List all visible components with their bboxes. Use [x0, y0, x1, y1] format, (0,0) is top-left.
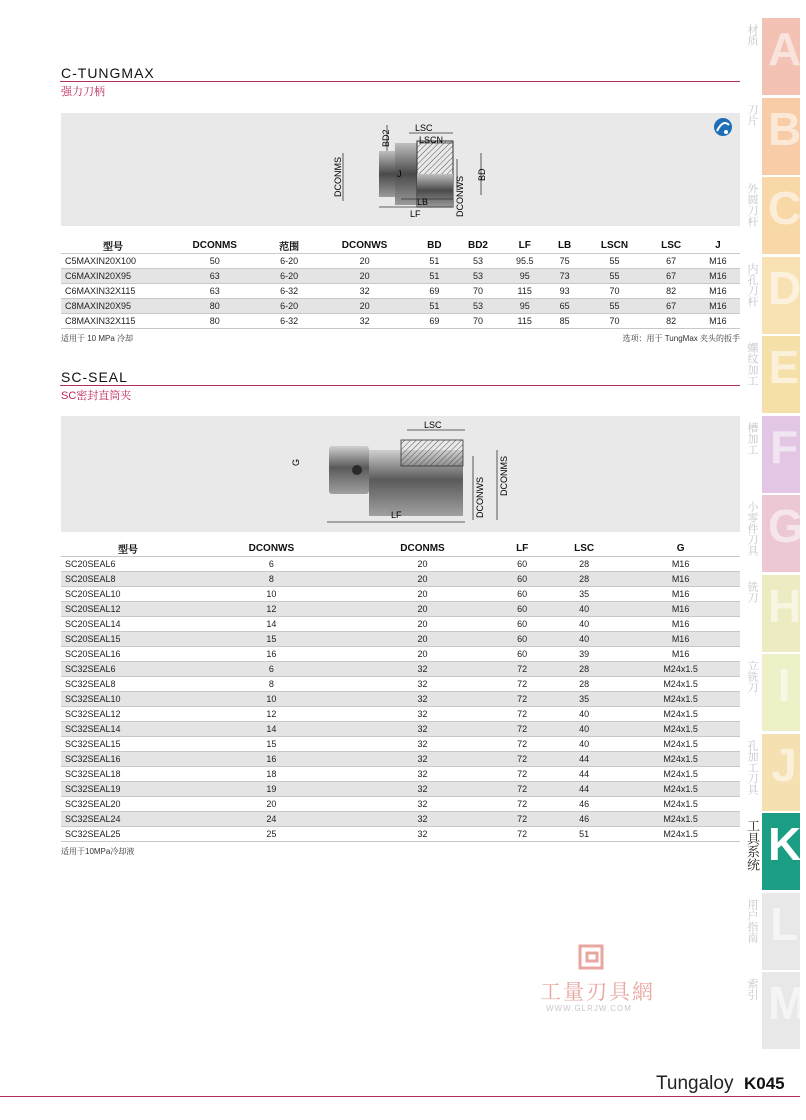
value-cell: 80	[165, 314, 264, 329]
value-cell: 82	[647, 284, 696, 299]
sidebar-tab-i[interactable]	[746, 654, 800, 731]
value-cell: 46	[547, 797, 621, 812]
value-cell: 20	[195, 797, 348, 812]
model-cell: SC32SEAL10	[61, 692, 195, 707]
value-cell: M24x1.5	[621, 737, 740, 752]
model-cell: SC20SEAL12	[61, 602, 195, 617]
model-cell: SC32SEAL18	[61, 767, 195, 782]
value-cell: 72	[497, 662, 547, 677]
value-cell: 53	[453, 269, 502, 284]
dim-lsc: LSC	[415, 123, 433, 133]
column-header: DCONMS	[400, 543, 445, 554]
value-cell: 40	[547, 737, 621, 752]
value-cell: 67	[647, 254, 696, 269]
model-cell: C8MAXIN32X115	[61, 314, 165, 329]
sidebar-tab-d[interactable]	[746, 257, 802, 334]
value-cell: 32	[348, 767, 497, 782]
column-header: DCONWS	[248, 543, 295, 554]
value-cell: 12	[195, 707, 348, 722]
value-cell: M16	[696, 269, 740, 284]
model-cell: SC20SEAL15	[61, 632, 195, 647]
value-cell: 72	[497, 722, 547, 737]
value-cell: 53	[453, 254, 502, 269]
section1-title: C-TUNGMAX	[61, 65, 155, 81]
brand-name: Tungaloy	[656, 1073, 734, 1094]
value-cell: 18	[195, 767, 348, 782]
value-cell: M16	[696, 284, 740, 299]
dim-lscn: LSCN	[419, 135, 444, 145]
table-row	[61, 284, 740, 299]
value-cell: M16	[621, 647, 740, 662]
value-cell: 55	[582, 269, 646, 284]
value-cell: 72	[497, 767, 547, 782]
model-cell: SC20SEAL16	[61, 647, 195, 662]
value-cell: 72	[497, 797, 547, 812]
table-row	[61, 557, 740, 572]
value-cell: M24x1.5	[621, 812, 740, 827]
value-cell: 20	[348, 602, 497, 617]
value-cell: 70	[453, 284, 502, 299]
dim-j: J	[397, 169, 402, 179]
value-cell: 28	[547, 572, 621, 587]
dim-bd2: BD2	[381, 129, 391, 147]
model-cell: SC32SEAL25	[61, 827, 195, 842]
value-cell: 14	[195, 617, 348, 632]
value-cell: 72	[497, 737, 547, 752]
model-cell: C6MAXIN32X115	[61, 284, 165, 299]
value-cell: 55	[582, 254, 646, 269]
value-cell: 50	[165, 254, 264, 269]
section2-note-left: 适用于10MPa冷却液	[61, 847, 135, 856]
section1-note-left: 适用于 10 MPa 冷却	[61, 334, 134, 343]
value-cell: 16	[195, 752, 348, 767]
table-header-row	[61, 238, 740, 254]
column-header: BD2	[467, 240, 488, 251]
value-cell: 32	[348, 677, 497, 692]
sidebar-tab-label: 螺纹加工	[746, 342, 758, 386]
value-cell: 20	[348, 632, 497, 647]
sidebar-tab-b[interactable]	[746, 98, 802, 175]
value-cell: 72	[497, 752, 547, 767]
sidebar-tab-letter: G	[768, 500, 804, 552]
column-header: LF	[518, 240, 531, 251]
table-row	[61, 767, 740, 782]
value-cell: 44	[547, 752, 621, 767]
value-cell: 32	[348, 812, 497, 827]
value-cell: M24x1.5	[621, 722, 740, 737]
value-cell: 95.5	[503, 254, 547, 269]
value-cell: 6-32	[264, 314, 313, 329]
section2-subtitle: SC密封直筒夹	[61, 390, 132, 402]
table-row	[61, 299, 740, 314]
value-cell: 72	[497, 827, 547, 842]
model-cell: SC32SEAL20	[61, 797, 195, 812]
column-header: LSC	[661, 240, 682, 251]
value-cell: M16	[621, 572, 740, 587]
table-row	[61, 662, 740, 677]
sidebar-tab-letter: L	[769, 897, 799, 950]
collet-section	[401, 440, 463, 466]
value-cell: 40	[547, 602, 621, 617]
column-header: 型号	[118, 545, 138, 556]
sidebar-tab-letter: B	[768, 102, 802, 155]
value-cell: M16	[696, 254, 740, 269]
scseal-drawing	[61, 416, 740, 532]
value-cell: 60	[497, 617, 547, 632]
value-cell: 70	[582, 284, 646, 299]
value-cell: M24x1.5	[621, 827, 740, 842]
column-header: BD	[427, 240, 442, 251]
value-cell: 32	[314, 314, 416, 329]
sidebar-tab-letter: M	[768, 977, 806, 1029]
value-cell: 32	[314, 284, 416, 299]
value-cell: 70	[582, 314, 646, 329]
value-cell: 93	[547, 284, 583, 299]
value-cell: 115	[503, 284, 547, 299]
value-cell: M24x1.5	[621, 782, 740, 797]
value-cell: 72	[497, 782, 547, 797]
value-cell: 72	[497, 812, 547, 827]
watermark-text: 工量刃具網	[540, 980, 655, 1004]
value-cell: 6-32	[264, 284, 313, 299]
sidebar-tab-h[interactable]	[746, 575, 802, 652]
sidebar-tab-k[interactable]	[745, 813, 802, 890]
value-cell: 60	[497, 647, 547, 662]
value-cell: M24x1.5	[621, 752, 740, 767]
table-row	[61, 617, 740, 632]
sidebar-tab-label: 工具系统	[745, 819, 760, 871]
value-cell: 82	[647, 314, 696, 329]
value-cell: 20	[314, 269, 416, 284]
value-cell: M24x1.5	[621, 662, 740, 677]
value-cell: 32	[348, 692, 497, 707]
value-cell: 35	[547, 692, 621, 707]
table-row	[61, 677, 740, 692]
value-cell: 15	[195, 632, 348, 647]
value-cell: 6	[195, 662, 348, 677]
value-cell: 53	[453, 299, 502, 314]
sidebar-tab-c[interactable]	[746, 177, 802, 254]
value-cell: 10	[195, 587, 348, 602]
section2-figure	[61, 416, 740, 532]
sidebar-tab-letter: D	[768, 261, 802, 314]
value-cell: 40	[547, 722, 621, 737]
value-cell: 51	[547, 827, 621, 842]
footer-divider	[0, 1096, 800, 1097]
sidebar-tab-label: 孔加工刀具	[746, 739, 758, 795]
value-cell: 28	[547, 662, 621, 677]
table-row	[61, 797, 740, 812]
table-row	[61, 812, 740, 827]
value-cell: M24x1.5	[621, 707, 740, 722]
value-cell: 63	[165, 284, 264, 299]
table-row	[61, 632, 740, 647]
tool-rear	[379, 151, 395, 197]
sidebar-tab-f[interactable]	[746, 416, 800, 493]
value-cell: 95	[503, 299, 547, 314]
value-cell: 67	[647, 269, 696, 284]
value-cell: 69	[415, 314, 453, 329]
value-cell: 46	[547, 812, 621, 827]
sidebar-tab-letter: A	[768, 23, 802, 75]
value-cell: 51	[415, 254, 453, 269]
section1-note-right: 选项：用于 TungMax 夹头的扳手	[622, 334, 740, 343]
table-row	[61, 269, 740, 284]
table-row	[61, 587, 740, 602]
value-cell: 28	[547, 677, 621, 692]
value-cell: 6-20	[264, 299, 313, 314]
dim-bd: BD	[477, 168, 487, 181]
dim-dconws: DCONWS	[475, 477, 485, 518]
column-header: LSCN	[600, 240, 629, 251]
sidebar-tab-a[interactable]	[746, 18, 802, 95]
value-cell: 51	[415, 269, 453, 284]
value-cell: 25	[195, 827, 348, 842]
table-row	[61, 752, 740, 767]
tungmax-table	[61, 238, 740, 329]
value-cell: 39	[547, 647, 621, 662]
dim-g: G	[291, 458, 301, 466]
value-cell: M16	[621, 602, 740, 617]
value-cell: M16	[696, 314, 740, 329]
value-cell: 20	[348, 617, 497, 632]
section1-subtitle: 强力刀柄	[61, 86, 105, 98]
value-cell: 6	[195, 557, 348, 572]
model-cell: SC32SEAL16	[61, 752, 195, 767]
value-cell: 14	[195, 722, 348, 737]
model-cell: SC20SEAL10	[61, 587, 195, 602]
value-cell: 85	[547, 314, 583, 329]
value-cell: 63	[165, 269, 264, 284]
value-cell: 60	[497, 587, 547, 602]
table-header-row	[61, 541, 740, 557]
value-cell: 95	[503, 269, 547, 284]
table-row	[61, 827, 740, 842]
column-header: G	[676, 543, 685, 554]
sidebar-tab-letter: J	[771, 738, 797, 791]
model-cell: SC32SEAL24	[61, 812, 195, 827]
sidebar-tab-e[interactable]	[746, 336, 800, 413]
value-cell: 32	[348, 707, 497, 722]
sidebar-tab-letter: E	[768, 341, 800, 393]
value-cell: 51	[415, 299, 453, 314]
value-cell: 60	[497, 602, 547, 617]
value-cell: 20	[348, 647, 497, 662]
table-row	[61, 692, 740, 707]
model-cell: SC32SEAL14	[61, 722, 195, 737]
sidebar-tab-g[interactable]	[746, 495, 804, 572]
value-cell: M16	[621, 617, 740, 632]
value-cell: 69	[415, 284, 453, 299]
sidebar-tab-letter: H	[768, 579, 802, 632]
column-header: LSC	[574, 543, 595, 554]
sidebar-tab-m[interactable]	[746, 972, 806, 1049]
value-cell: 40	[547, 707, 621, 722]
value-cell: 19	[195, 782, 348, 797]
sidebar-tab-letter: K	[768, 818, 802, 870]
sidebar-tab-letter: I	[777, 659, 791, 711]
value-cell: M16	[621, 557, 740, 572]
dim-lb: LB	[417, 197, 429, 207]
tungmax-drawing	[61, 113, 740, 226]
value-cell: 16	[195, 647, 348, 662]
value-cell: M24x1.5	[621, 692, 740, 707]
value-cell: 72	[497, 677, 547, 692]
value-cell: 44	[547, 782, 621, 797]
value-cell: 32	[348, 782, 497, 797]
table-row	[61, 707, 740, 722]
dim-dconws: DCONWS	[455, 176, 465, 217]
model-cell: SC20SEAL6	[61, 557, 195, 572]
value-cell: 72	[497, 707, 547, 722]
model-cell: SC20SEAL14	[61, 617, 195, 632]
sidebar-tab-letter: F	[769, 420, 799, 473]
value-cell: 60	[497, 572, 547, 587]
model-cell: SC32SEAL12	[61, 707, 195, 722]
section2-title: SC-SEAL	[61, 369, 128, 385]
model-cell: SC32SEAL6	[61, 662, 195, 677]
sidebar-tab-label: 立铣刀	[746, 660, 758, 693]
value-cell: M16	[621, 587, 740, 602]
column-header: 范围	[279, 242, 300, 253]
table-row	[61, 254, 740, 269]
value-cell: 80	[165, 299, 264, 314]
value-cell: M24x1.5	[621, 677, 740, 692]
sidebar-tab-label: 材质	[746, 24, 758, 46]
value-cell: 32	[348, 752, 497, 767]
value-cell: 20	[314, 299, 416, 314]
value-cell: 28	[547, 557, 621, 572]
table-row	[61, 602, 740, 617]
model-cell: SC32SEAL19	[61, 782, 195, 797]
model-cell: C6MAXIN20X95	[61, 269, 165, 284]
section1-divider	[60, 81, 740, 82]
watermark-logo-icon	[578, 944, 604, 970]
table-row	[61, 647, 740, 662]
value-cell: 60	[497, 632, 547, 647]
value-cell: 20	[348, 557, 497, 572]
value-cell: 67	[647, 299, 696, 314]
value-cell: 32	[348, 797, 497, 812]
model-cell: SC32SEAL15	[61, 737, 195, 752]
column-header: DCONWS	[341, 240, 388, 251]
value-cell: 6-20	[264, 254, 313, 269]
collet-head	[329, 446, 369, 494]
model-cell: SC20SEAL8	[61, 572, 195, 587]
coolant-icon	[714, 118, 732, 136]
model-cell: C8MAXIN20X95	[61, 299, 165, 314]
table-row	[61, 572, 740, 587]
dim-dconms: DCONMS	[333, 157, 343, 197]
value-cell: M24x1.5	[621, 767, 740, 782]
value-cell: 32	[348, 662, 497, 677]
value-cell: 40	[547, 632, 621, 647]
value-cell: 20	[348, 572, 497, 587]
model-cell: C5MAXIN20X100	[61, 254, 165, 269]
value-cell: 60	[497, 557, 547, 572]
sidebar-tab-label: 内孔刀杆	[746, 262, 758, 307]
dim-lsc: LSC	[424, 420, 442, 430]
value-cell: M16	[696, 299, 740, 314]
table-row	[61, 314, 740, 329]
dim-dconms: DCONMS	[499, 456, 509, 496]
sidebar-tab-label: 索引	[746, 978, 758, 1000]
value-cell: 115	[503, 314, 547, 329]
sidebar-tab-label: 槽加工	[746, 421, 758, 455]
value-cell: 44	[547, 767, 621, 782]
dim-lf: LF	[391, 510, 402, 520]
value-cell: 32	[348, 827, 497, 842]
sidebar-tab-label: 小零件刀具	[746, 501, 758, 556]
column-header: DCONMS	[192, 240, 237, 251]
column-header: LB	[557, 240, 572, 251]
sidebar-tab-l[interactable]	[746, 893, 800, 970]
value-cell: 32	[348, 737, 497, 752]
column-header: J	[715, 240, 721, 251]
value-cell: 35	[547, 587, 621, 602]
sidebar-tab-label: 铣刀	[746, 580, 758, 603]
value-cell: 8	[195, 572, 348, 587]
sidebar-tab-label: 刀片	[746, 103, 758, 126]
value-cell: 24	[195, 812, 348, 827]
value-cell: 55	[582, 299, 646, 314]
model-cell: SC32SEAL8	[61, 677, 195, 692]
page-number: K045	[744, 1074, 785, 1093]
sidebar-tab-letter: C	[768, 182, 802, 234]
value-cell: 8	[195, 677, 348, 692]
value-cell: 10	[195, 692, 348, 707]
sidebar-tab-label: 用户指南	[746, 898, 758, 943]
value-cell: 6-20	[264, 269, 313, 284]
value-cell: 65	[547, 299, 583, 314]
watermark-url: WWW.GLRJW.COM	[546, 1004, 632, 1013]
value-cell: 75	[547, 254, 583, 269]
sidebar-tab-j[interactable]	[746, 734, 800, 811]
column-header: 型号	[103, 242, 123, 253]
value-cell: 70	[453, 314, 502, 329]
value-cell: 15	[195, 737, 348, 752]
scseal-table	[61, 541, 740, 842]
section2-divider	[60, 385, 740, 386]
value-cell: 32	[348, 722, 497, 737]
dim-lf: LF	[410, 209, 421, 219]
section1-figure	[61, 113, 740, 226]
table-row	[61, 722, 740, 737]
table-row	[61, 737, 740, 752]
value-cell: 72	[497, 692, 547, 707]
column-header: LF	[516, 543, 529, 554]
value-cell: 20	[314, 254, 416, 269]
value-cell: 12	[195, 602, 348, 617]
value-cell: M16	[621, 632, 740, 647]
table-row	[61, 782, 740, 797]
value-cell: 20	[348, 587, 497, 602]
value-cell: 73	[547, 269, 583, 284]
value-cell: M24x1.5	[621, 797, 740, 812]
value-cell: 40	[547, 617, 621, 632]
sidebar-tab-label: 外圆刀杆	[746, 183, 758, 227]
